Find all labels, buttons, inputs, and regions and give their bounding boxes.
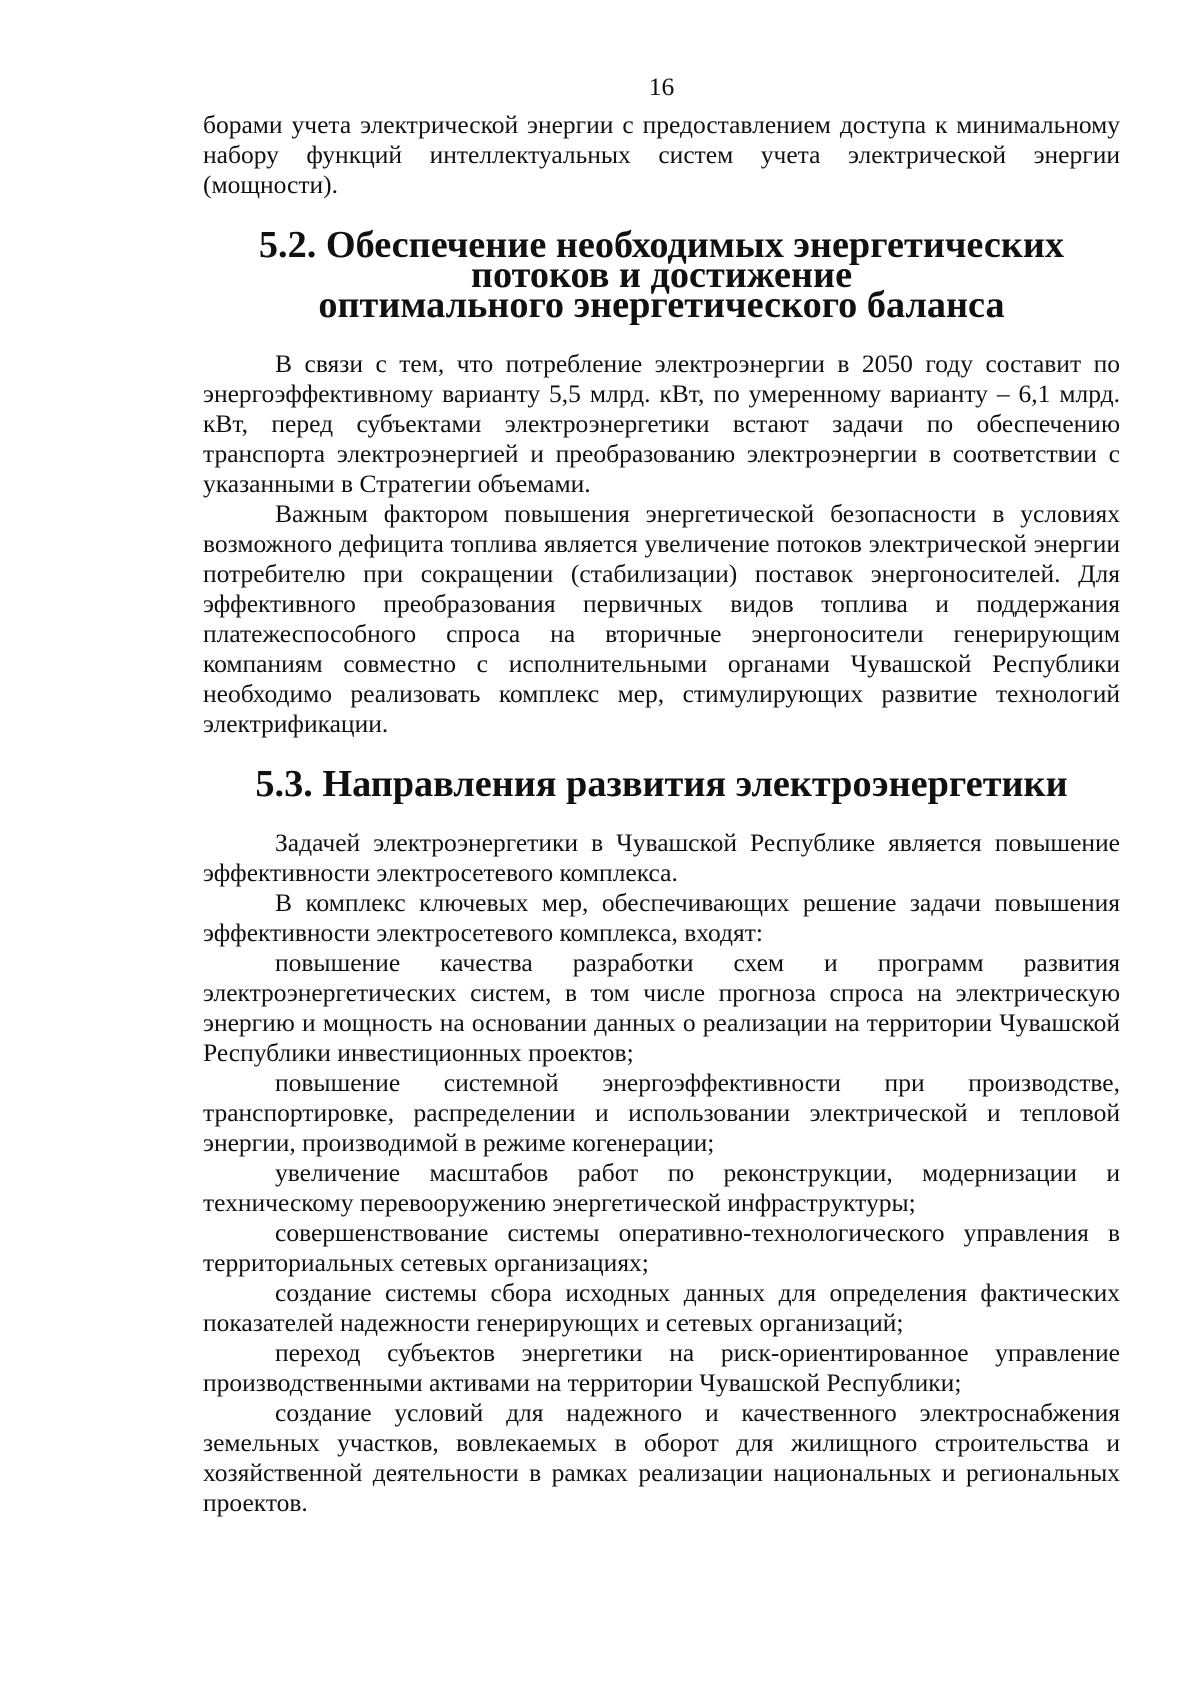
section-5-3-paragraph-2: В комплекс ключевых мер, обеспечивающих решение задачи повышения эффективности электросетевого комплекса, входят: xyxy=(203,888,1120,947)
list-item-system-efficiency: повышение системной энергоэффективности при производстве, транспортировке, распределении и использовании электрической и тепловой энергии, производимой в режиме когенерации; xyxy=(203,1068,1120,1157)
section-5-2-heading-line-2: оптимального энергетического баланса xyxy=(318,284,1005,326)
list-item-reliability-data: создание системы сбора исходных данных для определения фактических показателей надежности генерирующих и сетевых организаций; xyxy=(203,1278,1120,1337)
section-5-2-heading xyxy=(203,224,1120,326)
intro-paragraph: борами учета электрической энергии с предоставлением доступа к минимальному набору функций интеллектуальных систем учета электрической энергии (мощности). xyxy=(203,110,1120,199)
section-5-2-heading-line-1: 5.2. Обеспечение необходимых энергетических потоков и достижение xyxy=(258,224,1065,296)
list-item-operational-management: совершенствование системы оперативно-технологического управления в территориальных сетевых организациях; xyxy=(203,1218,1120,1277)
section-5-3-paragraph-1: Задачей электроэнергетики в Чувашской Республике является повышение эффективности электросетевого комплекса. xyxy=(203,828,1120,887)
section-5-2-paragraph-2: Важным фактором повышения энергетической безопасности в условиях возможного дефицита топлива является увеличение потоков электрической энергии потребителю при сокращении (стабилизации) поставок энергоносителей. Для эффективного преобразования первичных видов топлива и поддержания платежеспособного спроса на вторичные энергоносители генерирующим компаниям совместно с исполнительными органами Чувашской Республики необходимо реализовать комплекс мер, стимулирующих развитие технологий электрификации. xyxy=(203,499,1120,738)
page-number: 16 xyxy=(648,72,675,101)
document-page xyxy=(203,72,1120,1518)
list-item-reconstruction: увеличение масштабов работ по реконструкции, модернизации и техническому перевооружению энергетической инфраструктуры; xyxy=(203,1158,1120,1217)
list-item-land-electrification: создание условий для надежного и качественного электроснабжения земельных участков, вовлекаемых в оборот для жилищного строительства и хозяйственной деятельности в рамках реализации национальных и региональных проектов. xyxy=(203,1398,1120,1517)
section-5-3-heading: 5.3. Направления развития электроэнергетики xyxy=(255,763,1068,805)
list-item-planning-quality: повышение качества разработки схем и программ развития электроэнергетических систем, в том числе прогноза спроса на электрическую энергию и мощность на основании данных о реализации на территории Чувашской Республики инвестиционных проектов; xyxy=(203,948,1120,1067)
section-5-2-paragraph-1: В связи с тем, что потребление электроэнергии в 2050 году составит по энергоэффективному варианту 5,5 млрд. кВт, по умеренному варианту – 6,1 млрд. кВт, перед субъектами электроэнергетики встают задачи по обеспечению транспорта электроэнергией и преобразованию электроэнергии в соответствии с указанными в Стратегии объемами. xyxy=(203,349,1120,498)
list-item-risk-management: переход субъектов энергетики на риск-ориентированное управление производственными активами на территории Чувашской Республики; xyxy=(203,1338,1120,1397)
